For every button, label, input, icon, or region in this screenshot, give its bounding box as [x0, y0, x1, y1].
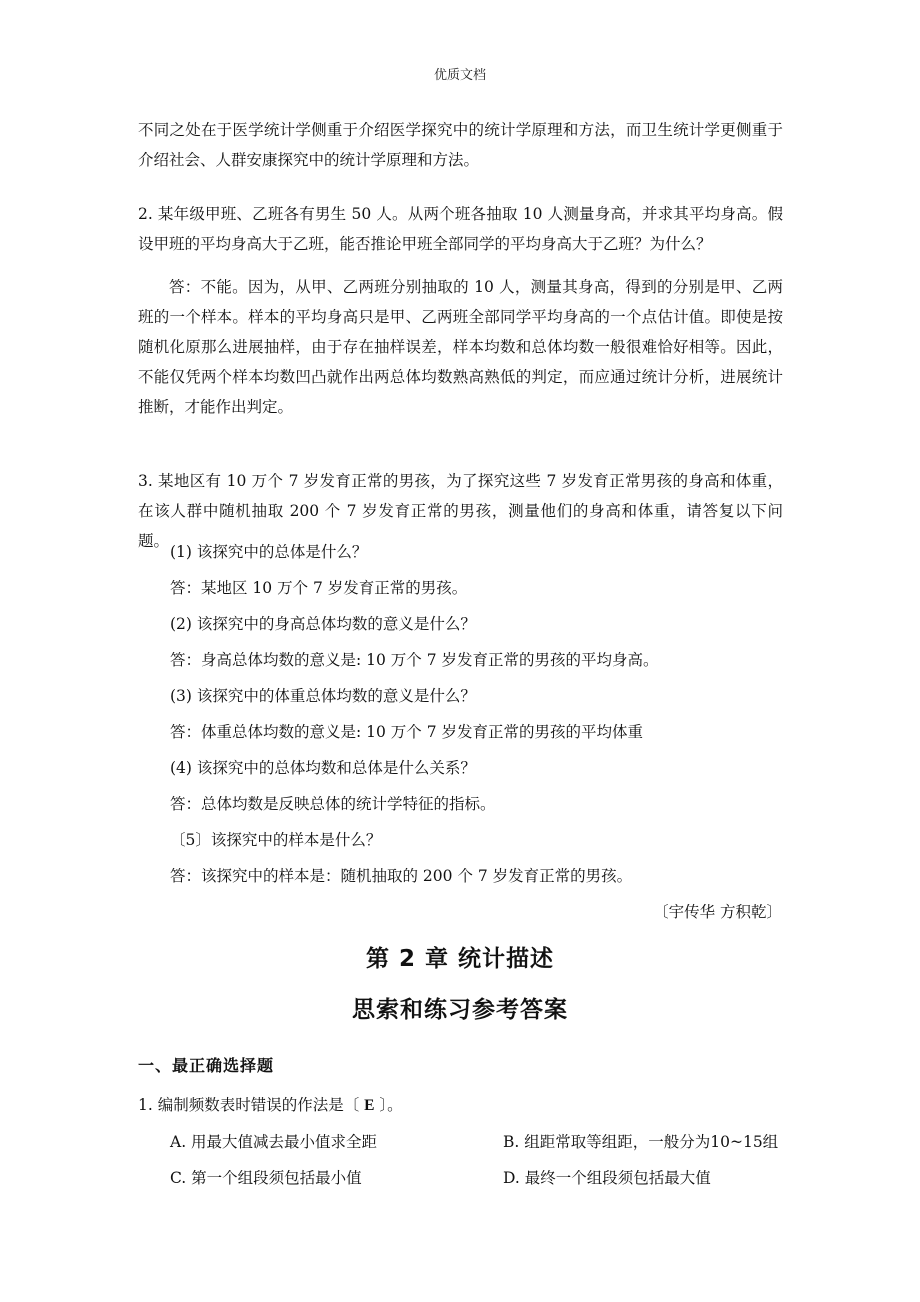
q3-item-4-question: (4) 该探究中的总体均数和总体是什么关系？: [170, 759, 476, 777]
mc-question-1-answer: E: [364, 1097, 375, 1114]
q3-item-1-question: (1) 该探究中的总体是什么？: [170, 543, 368, 561]
mc-question-1: [138, 1094, 403, 1117]
paragraph-intro: 不同之处在于医学统计学侧重于介绍医学探究中的统计学原理和方法，而卫生统计学更侧重于介绍社会、人群安康探究中的统计学原理和方法。: [138, 121, 783, 169]
q3-item-4-answer: 答：总体均数是反映总体的统计学特征的指标。: [170, 795, 496, 813]
mc-question-1-prefix: 1. 编制频数表时错误的作法是〔: [138, 1096, 365, 1114]
q3-item-3-question: (3) 该探究中的体重总体均数的意义是什么？: [170, 687, 476, 705]
mc-option-a: A. 用最大值减去最小值求全距: [170, 1133, 378, 1151]
mc-question-1-suffix: 〕。: [374, 1096, 403, 1114]
q3-item-2-answer: 答：身高总体均数的意义是: 10 万个 7 岁发育正常的男孩的平均身高。: [170, 651, 659, 669]
page-header: 优质文档: [433, 68, 486, 83]
question-3: 3. 某地区有 10 万个 7 岁发育正常的男孩，为了探究这些 7 岁发育正常男孩的身高和体重，在该人群中随机抽取 200 个 7 岁发育正常的男孩，测量他们的身高和体重，请答复以下问题。: [138, 472, 783, 550]
q3-item-5-question: 〔5〕该探究中的样本是什么？: [170, 831, 382, 849]
chapter-subtitle: 思索和练习参考答案: [352, 997, 568, 1023]
answer-2: 答：不能。因为，从甲、乙两班分别抽取的 10 人，测量其身高，得到的分别是甲、乙两班的一个样本。样本的平均身高只是甲、乙两班全部同学平均身高的一个点估计值。即使是按随机化原那么进展抽样，由于存在抽样误差，样本均数和总体均数一般很难恰好相等。因此，不能仅凭两个样本均数凹凸就作出两总体均数熟高熟低的判定，而应通过统计分析，进展统计推断，才能作出判定。: [138, 278, 783, 416]
q3-item-3-answer: 答：体重总体均数的意义是: 10 万个 7 岁发育正常的男孩的平均体重: [170, 723, 644, 741]
section-heading: 一、最正确选择题: [138, 1056, 275, 1075]
mc-option-c: C. 第一个组段须包括最小值: [170, 1169, 362, 1187]
q3-item-5-answer: 答：该探究中的样本是：随机抽取的 200 个 7 岁发育正常的男孩。: [170, 867, 633, 885]
q3-item-2-question: (2) 该探究中的身高总体均数的意义是什么？: [170, 615, 476, 633]
question-2: 2. 某年级甲班、乙班各有男生 50 人。从两个班各抽取 10 人测量身高，并求其平均身高。假设甲班的平均身高大于乙班，能否推论甲班全部同学的平均身高大于乙班？为什么？: [138, 205, 783, 253]
mc-option-b: B. 组距常取等组距，一般分为10~15组: [503, 1133, 779, 1151]
chapter-title: 第 2 章 统计描述: [365, 946, 555, 972]
q3-item-1-answer: 答：某地区 10 万个 7 岁发育正常的男孩。: [170, 579, 468, 597]
authors: 〔宇传华 方积乾〕: [653, 903, 782, 921]
mc-option-d: D. 最终一个组段须包括最大值: [503, 1169, 711, 1187]
